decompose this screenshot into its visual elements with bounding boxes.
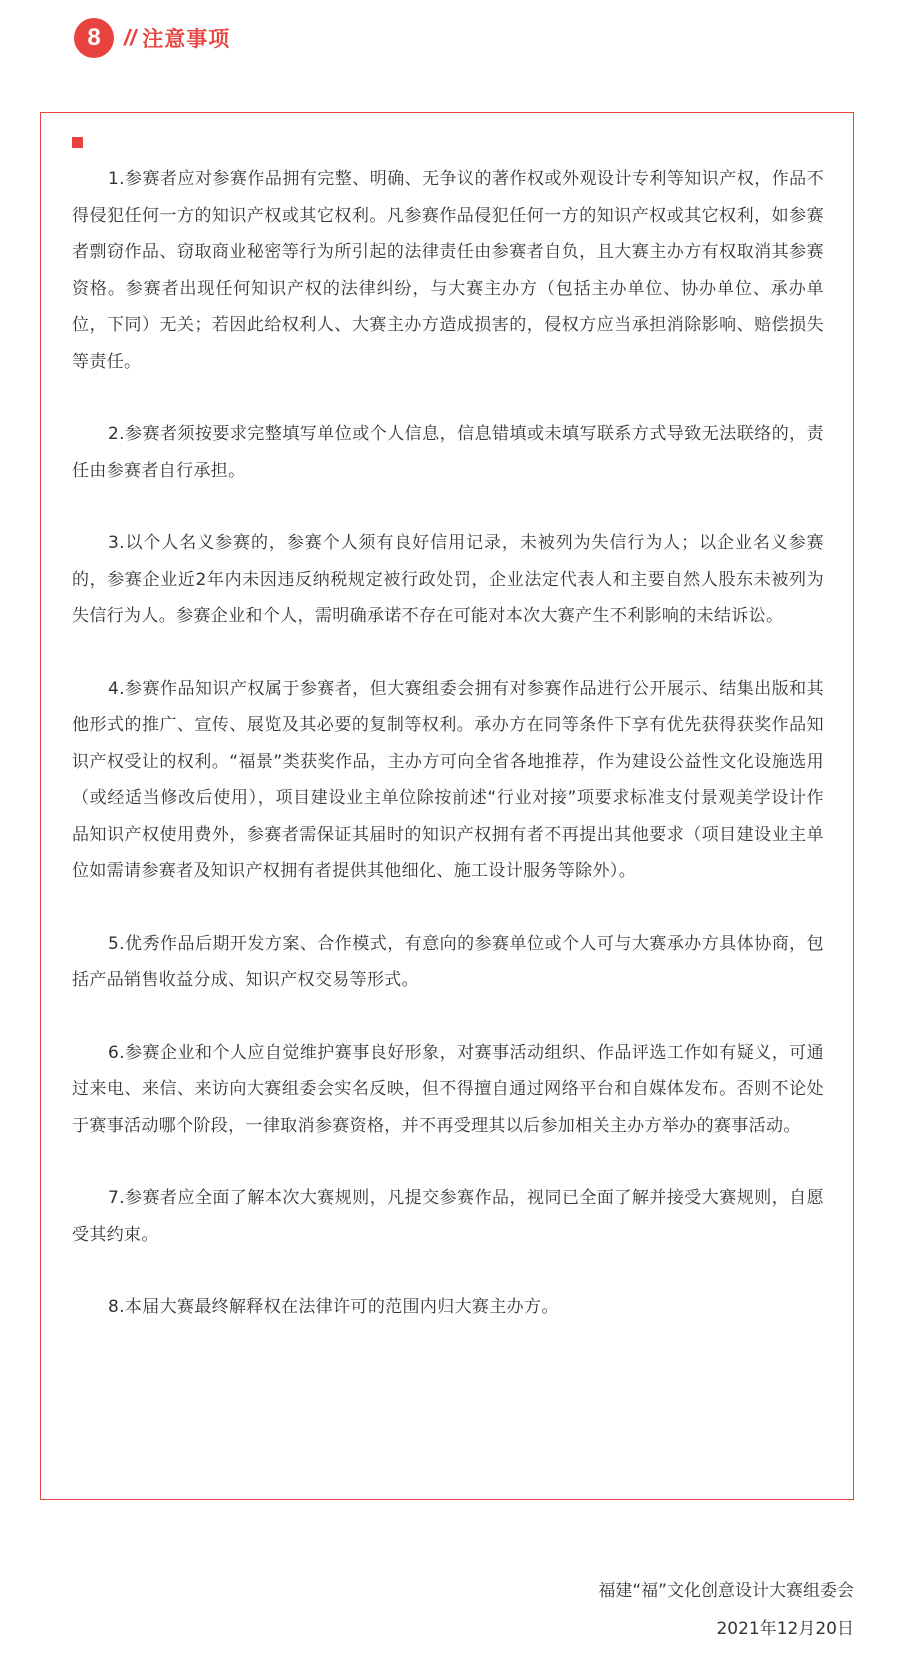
section-header xyxy=(74,18,230,58)
organizer-signature: 福建“福”文化创意设计大赛组委会 xyxy=(598,1581,854,1601)
square-marker-icon xyxy=(72,137,83,148)
notice-box xyxy=(40,112,854,1500)
notice-item-5: 5.优秀作品后期开发方案、合作模式，有意向的参赛单位或个人可与大赛承办方具体协商，包括产品销售收益分成、知识产权交易等形式。 xyxy=(72,933,824,990)
notice-item-1: 1.参赛者应对参赛作品拥有完整、明确、无争议的著作权或外观设计专利等知识产权，作品不得侵犯任何一方的知识产权或其它权利。凡参赛作品侵犯任何一方的知识产权或其它权利，如参赛者剽窃作品、窃取商业秘密等行为所引起的法律责任由参赛者自负，且大赛主办方有权取消其参赛资格。参赛者出现任何知识产权的法律纠纷，与大赛主办方（包括主办单位、协办单位、承办单位，下同）无关；若因此给权利人、大赛主办方造成损害的，侵权方应当承担消除影响、赔偿损失等责任。 xyxy=(72,169,824,372)
title-slash-decoration: // xyxy=(124,25,137,50)
notice-item-8: 8.本届大赛最终解释权在法律许可的范围内归大赛主办方。 xyxy=(108,1297,559,1317)
notice-item-7: 7.参赛者应全面了解本次大赛规则，凡提交参赛作品，视同已全面了解并接受大赛规则，自愿受其约束。 xyxy=(72,1188,824,1245)
issue-date: 2021年12月20日 xyxy=(716,1619,854,1639)
section-title: 注意事项 xyxy=(142,27,231,51)
notice-item-6: 6.参赛企业和个人应自觉维护赛事良好形象，对赛事活动组织、作品评选工作如有疑义，可通过来电、来信、来访向大赛组委会实名反映，但不得擅自通过网络平台和自媒体发布。否则不论处于赛事活动哪个阶段，一律取消参赛资格，并不再受理其以后参加相关主办方举办的赛事活动。 xyxy=(72,1042,824,1136)
section-number-badge: 8 xyxy=(74,18,114,58)
notice-content xyxy=(72,161,824,1326)
notice-item-4: 4.参赛作品知识产权属于参赛者，但大赛组委会拥有对参赛作品进行公开展示、结集出版和其他形式的推广、宣传、展览及其必要的复制等权利。承办方在同等条件下享有优先获得获奖作品知识产权受让的权利。“福景”类获奖作品，主办方可向全省各地推荐，作为建设公益性文化设施选用（或经适当修改后使用），项目建设业主单位除按前述“行业对接”项要求标准支付景观美学设计作品知识产权使用费外，参赛者需保证其届时的知识产权拥有者不再提出其他要求（项目建设业主单位如需请参赛者及知识产权拥有者提供其他细化、施工设计服务等除外）。 xyxy=(72,678,824,881)
notice-item-2: 2.参赛者须按要求完整填写单位或个人信息，信息错填或未填写联系方式导致无法联络的，责任由参赛者自行承担。 xyxy=(72,424,824,481)
notice-item-3: 3.以个人名义参赛的，参赛个人须有良好信用记录，未被列为失信行为人；以企业名义参赛的，参赛企业近2年内未因违反纳税规定被行政处罚，企业法定代表人和主要自然人股东未被列为失信行为人。参赛企业和个人，需明确承诺不存在可能对本次大赛产生不利影响的未结诉讼。 xyxy=(72,533,824,626)
